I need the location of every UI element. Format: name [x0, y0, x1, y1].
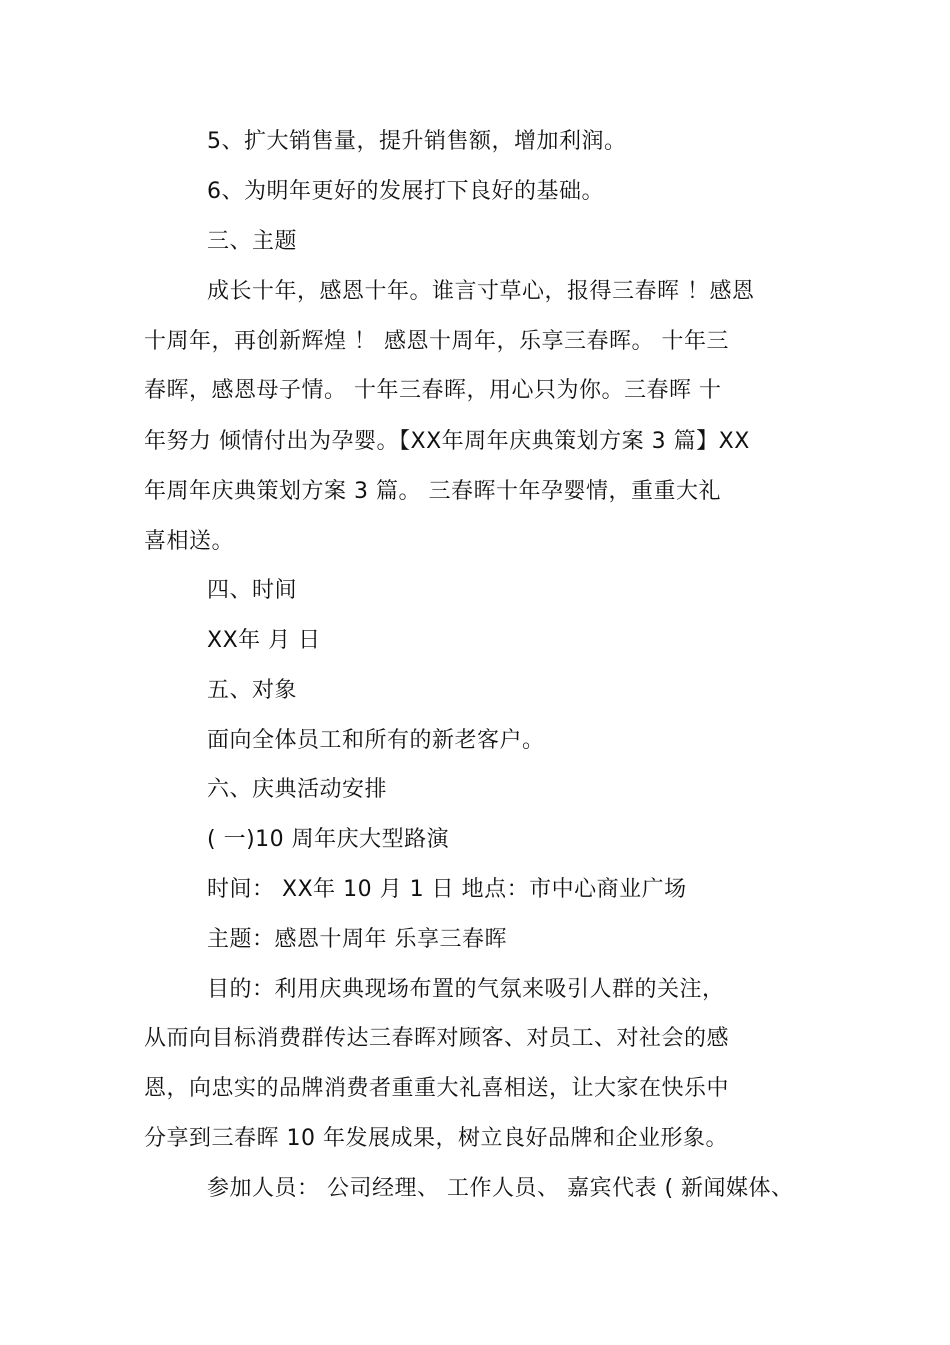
section-heading-theme: 三、主题: [207, 229, 298, 254]
section-heading-time: 四、时间: [207, 578, 298, 603]
paragraph-line: 喜相送。: [144, 529, 235, 554]
paragraph-line: 年努力 倾情付出为孕婴。【XX年周年庆典策划方案 3 篇】XX: [144, 429, 750, 454]
paragraph-line: 十周年，再创新辉煌 ！ 感恩十周年，乐享三春晖。 十年三: [144, 329, 729, 354]
section-heading-schedule: 六、庆典活动安排: [207, 777, 388, 802]
paragraph-line: 从而向目标消费群传达三春晖对顾客、对员工、对社会的感: [144, 1026, 730, 1051]
paragraph-line: 成长十年，感恩十年。谁言寸草心，报得三春晖 ！感恩: [207, 279, 755, 304]
paragraph-line: 参加人员： 公司经理、 工作人员、 嘉宾代表 ( 新闻媒体、: [207, 1176, 794, 1201]
paragraph-line: 分享到三春晖 10 年发展成果，树立良好品牌和企业形象。: [144, 1126, 728, 1151]
list-item-goal-6: 6、为明年更好的发展打下良好的基础。: [207, 179, 604, 204]
subsection-heading: ( 一)10 周年庆大型路演: [207, 827, 450, 852]
paragraph-line: 恩，向忠实的品牌消费者重重大礼喜相送，让大家在快乐中: [144, 1076, 730, 1101]
list-item-goal-5: 5、扩大销售量，提升销售额，增加利润。: [207, 129, 627, 154]
paragraph-line: 时间： XX年 10 月 1 日 地点：市中心商业广场: [207, 877, 687, 902]
paragraph-line: 主题：感恩十周年 乐享三春晖: [207, 927, 507, 952]
paragraph-line: 目的：利用庆典现场布置的气氛来吸引人群的关注，: [207, 977, 725, 1002]
paragraph-line: 年周年庆典策划方案 3 篇。 三春晖十年孕婴情，重重大礼: [144, 479, 721, 504]
paragraph-line: 春晖，感恩母子情。 十年三春晖，用心只为你。三春晖 十: [144, 378, 722, 403]
paragraph-line: XX年 月 日: [207, 628, 321, 653]
paragraph-line: 面向全体员工和所有的新老客户。: [207, 728, 545, 753]
section-heading-target: 五、对象: [207, 678, 298, 703]
